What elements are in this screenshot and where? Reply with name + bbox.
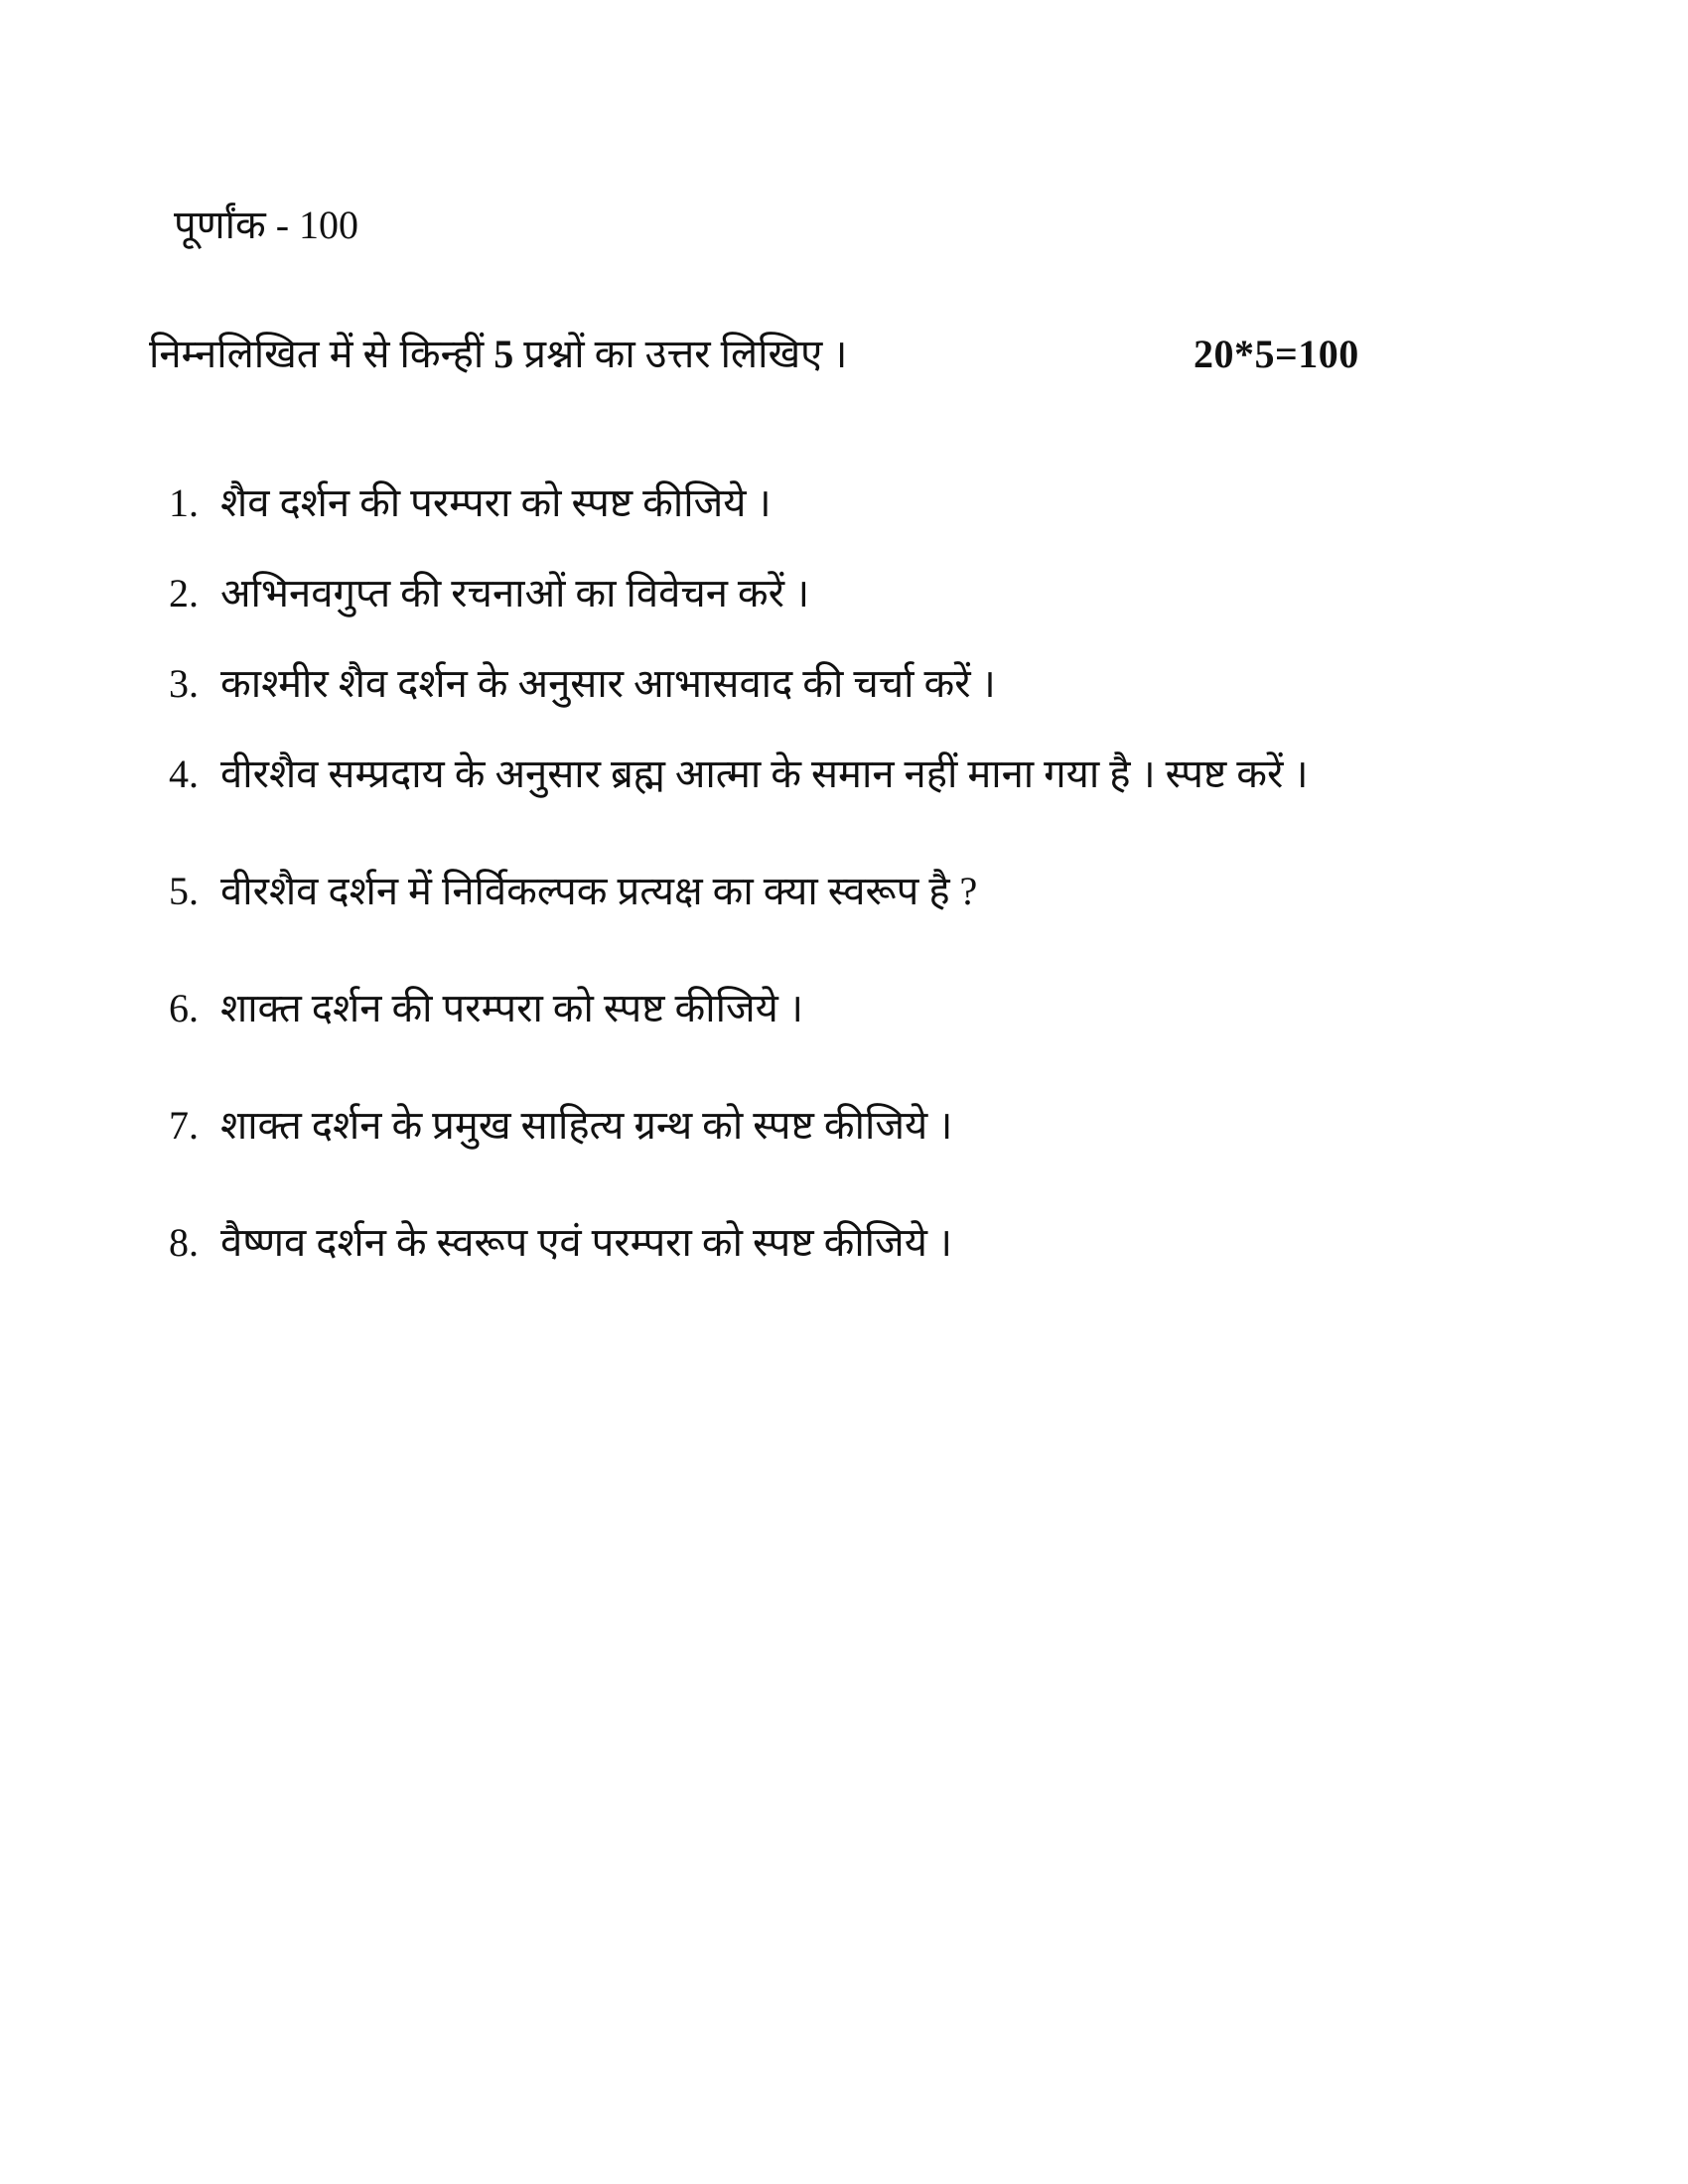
question-row-3 — [169, 655, 1539, 713]
marks-scheme-label: 20*5=100 — [1194, 332, 1359, 376]
question-row-5 — [169, 863, 1539, 920]
instruction-suffix: प्रश्नों का उत्तर लिखिए । — [513, 332, 848, 376]
instruction-question-count: 5 — [493, 332, 514, 376]
instruction-row — [149, 326, 1579, 383]
question-text: शैव दर्शन की परम्परा को स्पष्ट कीजिये । — [220, 480, 772, 525]
question-number: 4. — [169, 751, 199, 796]
question-number: 6. — [169, 986, 199, 1030]
question-number: 3. — [169, 661, 199, 706]
question-text: काश्मीर शैव दर्शन के अनुसार आभासवाद की चर्चा करें । — [220, 661, 996, 706]
question-row-7 — [169, 1097, 1539, 1155]
question-row-8 — [169, 1214, 1539, 1272]
question-text: शाक्त दर्शन की परम्परा को स्पष्ट कीजिये । — [220, 986, 803, 1030]
question-text: शाक्त दर्शन के प्रमुख साहित्य ग्रन्थ को स्पष्ट कीजिये । — [220, 1103, 953, 1148]
question-number: 7. — [169, 1103, 199, 1148]
question-text: वीरशैव दर्शन में निर्विकल्पक प्रत्यक्ष का क्या स्वरूप है ? — [220, 869, 978, 913]
full-marks-heading: पूर्णांक - 100 — [174, 203, 359, 247]
question-row-4 — [169, 746, 1539, 803]
question-text: अभिनवगुप्त की रचनाओं का विवेचन करें । — [220, 571, 810, 615]
instruction-prefix: निम्नलिखित में से किन्हीं — [149, 332, 494, 376]
question-number: 1. — [169, 480, 199, 525]
question-row-1 — [169, 475, 1539, 532]
question-number: 5. — [169, 869, 199, 913]
question-row-6 — [169, 980, 1539, 1037]
instruction-text — [149, 332, 847, 376]
question-list — [149, 475, 1539, 1272]
question-text: वैष्णव दर्शन के स्वरूप एवं परम्परा को स्पष्ट कीजिये । — [220, 1220, 953, 1265]
question-number: 8. — [169, 1220, 199, 1265]
question-number: 2. — [169, 571, 199, 615]
question-row-2 — [169, 565, 1539, 622]
question-text: वीरशैव सम्प्रदाय के अनुसार ब्रह्म आत्मा के समान नहीं माना गया है । स्पष्ट करें । — [220, 751, 1309, 796]
